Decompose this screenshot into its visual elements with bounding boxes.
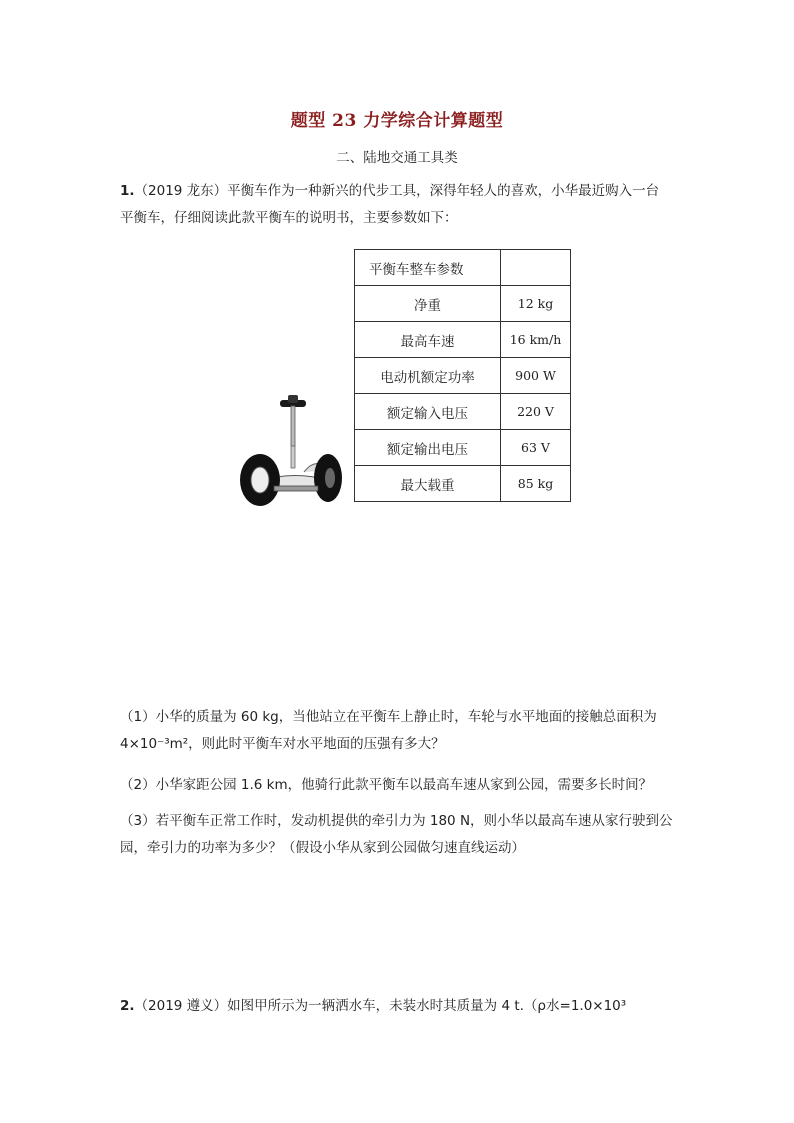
param-value: 63 V — [501, 430, 571, 466]
param-name: 额定输入电压 — [355, 394, 501, 430]
table-header-empty-cell — [501, 250, 571, 286]
param-value: 220 V — [501, 394, 571, 430]
q1-intro-line1: （2019 龙东）平衡车作为一种新兴的代步工具，深得年轻人的喜欢，小华最近购入一台 — [134, 183, 660, 199]
param-name: 最大载重 — [355, 466, 501, 502]
table-row — [355, 358, 571, 394]
param-name: 最高车速 — [355, 322, 501, 358]
handlebar-icon — [280, 395, 306, 446]
left-wheel-icon — [240, 454, 280, 506]
table-row — [355, 322, 571, 358]
table-row — [355, 286, 571, 322]
table-header-row — [355, 250, 571, 286]
q1-intro — [120, 178, 700, 232]
right-wheel-icon — [314, 454, 342, 502]
table-row — [355, 394, 571, 430]
q2-number: 2. — [120, 998, 135, 1014]
q2 — [120, 993, 700, 1020]
q1-intro-line2: 平衡车，仔细阅读此款平衡车的说明书，主要参数如下： — [120, 210, 458, 226]
q1-part3 — [120, 808, 700, 862]
table-row — [355, 466, 571, 502]
q1-number: 1. — [120, 183, 135, 199]
param-value: 16 km/h — [501, 322, 571, 358]
q1-part2: （2）小华家距公园 1.6 km，他骑行此款平衡车以最高车速从家到公园，需要多长时间？ — [120, 777, 653, 793]
q1-part3-line2: 园，牵引力的功率为多少？（假设小华从家到公园做匀速直线运动） — [120, 840, 525, 856]
page-title: 题型 23 力学综合计算题型 — [290, 111, 504, 131]
param-value: 900 W — [501, 358, 571, 394]
q1-part3-line1: （3）若平衡车正常工作时，发动机提供的牵引力为 180 N，则小华以最高车速从家行驶到公 — [120, 813, 673, 829]
param-value: 12 kg — [501, 286, 571, 322]
q1-part1 — [120, 704, 700, 758]
q1-part1-line2: 4×10⁻³m²，则此时平衡车对水平地面的压强有多大？ — [120, 736, 445, 752]
param-name: 电动机额定功率 — [355, 358, 501, 394]
balance-scooter-illustration — [236, 392, 348, 508]
q2-text: （2019 遵义）如图甲所示为一辆洒水车，未装水时其质量为 4 t.（ρ水=1.0×10³ — [134, 998, 627, 1014]
param-name: 额定输出电压 — [355, 430, 501, 466]
table-row — [355, 430, 571, 466]
param-name: 净重 — [355, 286, 501, 322]
q1-part1-line1: （1）小华的质量为 60 kg，当他站立在平衡车上静止时，车轮与水平地面的接触总面积为 — [120, 709, 657, 725]
table-header-cell: 平衡车整车参数 — [355, 250, 501, 286]
spec-table — [354, 249, 571, 502]
param-value: 85 kg — [501, 466, 571, 502]
section-subtitle: 二、陆地交通工具类 — [336, 150, 458, 166]
